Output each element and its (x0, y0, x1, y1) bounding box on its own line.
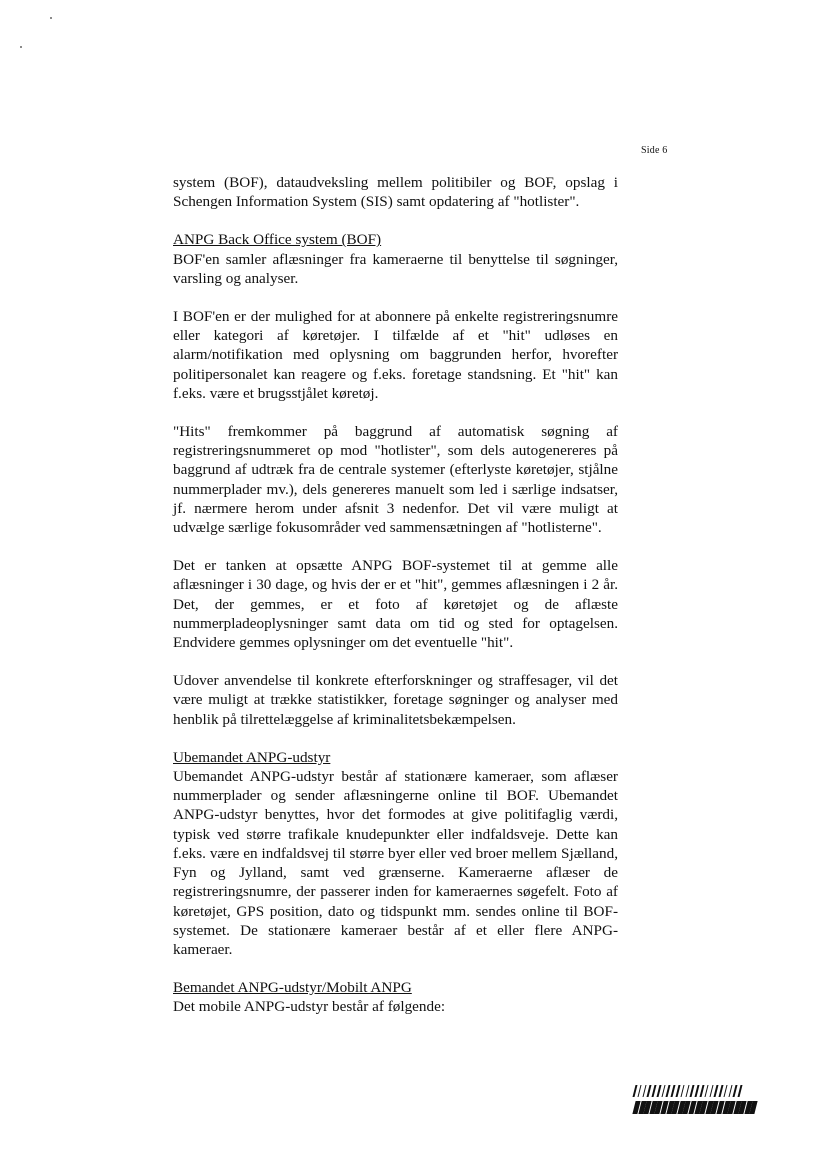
page-number: Side 6 (641, 145, 668, 156)
intro-paragraph: system (BOF), dataudveksling mellem politibiler og BOF, opslag i Schengen Information System (SIS) samt opdatering af "hotlister". (173, 174, 618, 211)
document-body (173, 173, 618, 1036)
bof-paragraph-1: BOF'en samler aflæsninger fra kameraerne til benyttelse til søgninger, varsling og analyser. (173, 250, 618, 287)
bof-paragraph-3: "Hits" fremkommer på baggrund af automatisk søgning af registreringsnummeret op mod "hotlister", som dels autogenereres på baggrund af udtræk fra de centrale systemer (efterlyste køretøjer, stjålne nummerplader mv.), dels genereres manuelt som led i særlige indsatser, jf. nærmere herom under afsnit 3 nedenfor. Det vil være muligt at udvælge særlige fokusområder ved sammensætningen af "hotlisterne". (173, 423, 618, 537)
section-bof-heading-block (173, 230, 618, 288)
section-mobile-block (173, 978, 618, 1016)
scan-barcode-mark (634, 1085, 762, 1114)
section-heading-mobile: Bemandet ANPG-udstyr/Mobilt ANPG (173, 979, 412, 997)
mobile-paragraph: Det mobile ANPG-udstyr består af følgende: (173, 998, 446, 1016)
scan-speck (50, 17, 52, 19)
barcode-thick-row (632, 1101, 763, 1114)
bof-paragraph-4: Det er tanken at opsætte ANPG BOF-systemet til at gemme alle aflæsninger i 30 dage, og hvis der er et "hit", gemmes aflæsningen i 2 år. Det, der gemmes, er et foto af køretøjet og de aflæste nummerpladeoplysninger samt data om tid og sted for optagelsen. Endvidere gemmes oplysninger om det eventuelle "hit". (173, 557, 618, 652)
scan-speck (20, 46, 22, 48)
section-heading-bof: ANPG Back Office system (BOF) (173, 231, 382, 249)
section-unmanned-block (173, 748, 618, 959)
section-heading-unmanned: Ubemandet ANPG-udstyr (173, 748, 331, 766)
barcode-thin-row (633, 1085, 764, 1097)
bof-paragraph-2: I BOF'en er der mulighed for at abonnere på enkelte registreringsnumre eller kategori af køretøjer. I tilfælde af et "hit" udløses en alarm/notifikation med oplysning om baggrunden herfor, hvorefter politipersonalet kan reagere og f.eks. foretage standsning. Et "hit" kan f.eks. være et brugsstjålet køretøj. (173, 308, 618, 402)
unmanned-paragraph: Ubemandet ANPG-udstyr består af stationære kameraer, som aflæser nummerplader og sender aflæsningerne online til BOF. Ubemandet ANPG-udstyr benyttes, hvor det formodes at give politifaglig værdi, typisk ved større trafikale knudepunkter eller indfaldsveje. Dette kan f.eks. være en indfaldsvej til større byer eller ved broer mellem Sjælland, Fyn og Jylland, samt ved grænserne. Kameraerne aflæser de registreringsnumre, der passerer inden for kameraernes søgefelt. Foto af køretøjet, GPS position, dato og tidspunkt mm. sendes online til BOF-systemet. De stationære kameraer består af et eller flere ANPG-kameraer. (173, 768, 618, 958)
bof-paragraph-5: Udover anvendelse til konkrete efterforskninger og straffesager, vil det være muligt at trække statistikker, foretage søgninger og analyser med henblik på tilrettelæggelse af kriminalitetsbekæmpelsen. (173, 672, 618, 728)
